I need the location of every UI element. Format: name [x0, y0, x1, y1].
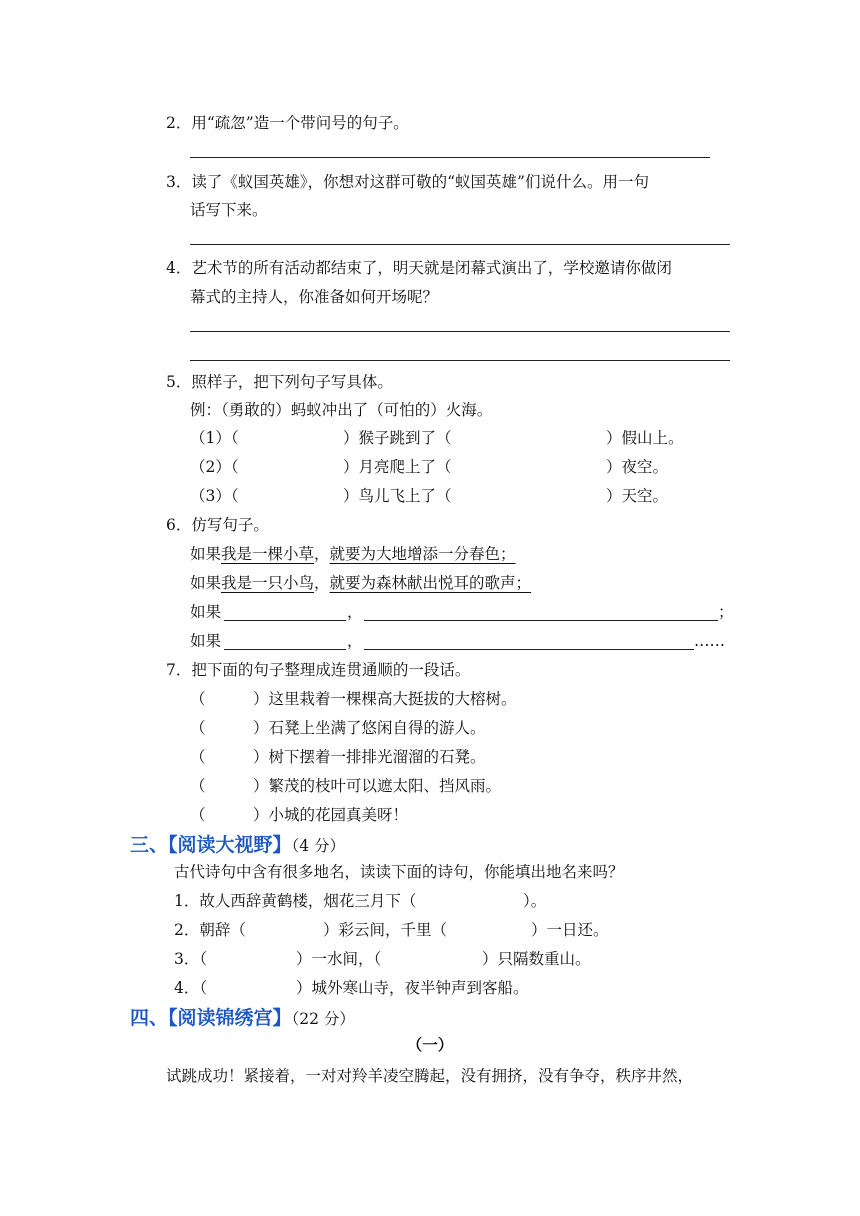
q6-blank1-predicate-line[interactable]	[364, 620, 718, 621]
q7-item1-text: ）这里栽着一棵棵高大挺拔的大榕树。	[253, 690, 517, 708]
q5-row3-end: ）天空。	[606, 487, 669, 505]
poem1-text-a: 1．故人西辞黄鹤楼，烟花三月下（	[174, 892, 417, 910]
section4-subheading: （一）	[406, 1036, 454, 1054]
section3-intro: 古代诗句中含有很多地名，读读下面的诗句，你能填出地名来吗？	[174, 863, 624, 881]
q3-prompt-line2: 话写下来。	[190, 201, 268, 219]
q6-ex1-c: ，	[314, 545, 330, 563]
q6-ex2-b: 我是一只小鸟	[221, 574, 315, 592]
section3-points: （4 分）	[291, 837, 346, 855]
q6-blank2-subject-line[interactable]	[224, 649, 346, 650]
poem1-text-b: ）。	[523, 892, 547, 910]
q2-prompt: 2．用“疏忽”造一个带问号的句子。	[166, 114, 409, 132]
q7-item4-open: （	[190, 777, 206, 795]
q6-ex1-b: 我是一棵小草	[221, 545, 315, 563]
q6-ex2-a: 如果	[190, 574, 222, 592]
q6-example-2	[190, 573, 531, 593]
poem3-text-a: 3．（	[174, 950, 208, 968]
q4-prompt-line2: 幕式的主持人，你准备如何开场呢？	[190, 288, 439, 306]
q3-prompt-line1: 3．读了《蚁国英雄》，你想对这群可敬的“蚁国英雄”们说什么。用一句	[166, 173, 649, 191]
q6-blank1-comma: ，	[347, 603, 363, 621]
q5-prompt: 5．照样子，把下列句子写具体。	[166, 373, 393, 391]
q4-answer-line-1[interactable]	[190, 331, 730, 332]
q6-ex1-a: 如果	[190, 545, 222, 563]
poem3-text-b: ）一水间，（	[296, 950, 382, 968]
q6-blank2-predicate-line[interactable]	[364, 649, 694, 650]
poem3-text-c: ）只隔数重山。	[482, 950, 591, 968]
q5-row3-mid: ）鸟儿飞上了（	[343, 487, 452, 505]
section3-heading: 三、【阅读大视野】（4 分）	[130, 834, 346, 856]
q5-row2-mid: ）月亮爬上了（	[343, 458, 452, 476]
q6-blank1-label: 如果	[190, 603, 222, 621]
q4-prompt-line1: 4．艺术节的所有活动都结束了，明天就是闭幕式演出了，学校邀请你做闭	[166, 259, 672, 277]
q6-example-1	[190, 544, 516, 564]
q2-answer-line[interactable]	[190, 157, 710, 158]
q7-item5-text: ）小城的花园真美呀！	[253, 806, 409, 824]
q3-answer-line[interactable]	[190, 244, 730, 245]
q5-row2-num: （2）（	[190, 458, 239, 476]
poem2-text-b: ）彩云间，千里（	[323, 921, 448, 939]
q5-row1-mid: ）猴子跳到了（	[343, 429, 452, 447]
section4-paragraph: 试跳成功！紧接着，一对对羚羊凌空腾起，没有拥挤，没有争夺，秩序井然，	[166, 1067, 694, 1085]
q5-row2-end: ）夜空。	[606, 458, 669, 476]
q5-example: 例：（勇敢的）蚂蚁冲出了（可怕的）火海。	[190, 401, 493, 419]
q6-ex2-c: ，	[314, 574, 330, 592]
poem2-text-a: 2．朝辞（	[174, 921, 246, 939]
section4-heading: 四、【阅读锦绣宫】（22 分）	[130, 1007, 355, 1029]
q6-prompt: 6．仿写句子。	[166, 516, 269, 534]
q6-blank1-end: ；	[718, 603, 734, 621]
poem2-text-c: ）一日还。	[531, 921, 609, 939]
section4-points: （22 分）	[291, 1010, 355, 1028]
q4-answer-line-2[interactable]	[190, 360, 730, 361]
q7-item2-text: ）石凳上坐满了悠闲自得的游人。	[253, 719, 486, 737]
q7-prompt: 7．把下面的句子整理成连贯通顺的一段话。	[166, 661, 471, 679]
q7-item3-text: ）树下摆着一排排光溜溜的石凳。	[253, 748, 486, 766]
q7-item1-open: （	[190, 690, 206, 708]
poem4-text-b: ）城外寒山寺，夜半钟声到客船。	[296, 979, 529, 997]
q6-blank2-label: 如果	[190, 632, 222, 650]
q6-blank1-subject-line[interactable]	[224, 620, 346, 621]
q5-row1-num: （1）（	[190, 429, 239, 447]
q5-row3-num: （3）（	[190, 487, 239, 505]
q5-row1-end: ）假山上。	[606, 429, 684, 447]
q7-item4-text: ）繁茂的枝叶可以遮太阳、挡风雨。	[253, 777, 502, 795]
q7-item2-open: （	[190, 719, 206, 737]
q7-item5-open: （	[190, 806, 206, 824]
poem4-text-a: 4．（	[174, 979, 208, 997]
q6-ex1-d: 就要为大地增添一分春色；	[329, 545, 516, 563]
q6-blank2-end: ……	[694, 632, 725, 650]
q6-ex2-d: 就要为森林献出悦耳的歌声；	[329, 574, 532, 592]
q7-item3-open: （	[190, 748, 206, 766]
q6-blank2-comma: ，	[347, 632, 363, 650]
